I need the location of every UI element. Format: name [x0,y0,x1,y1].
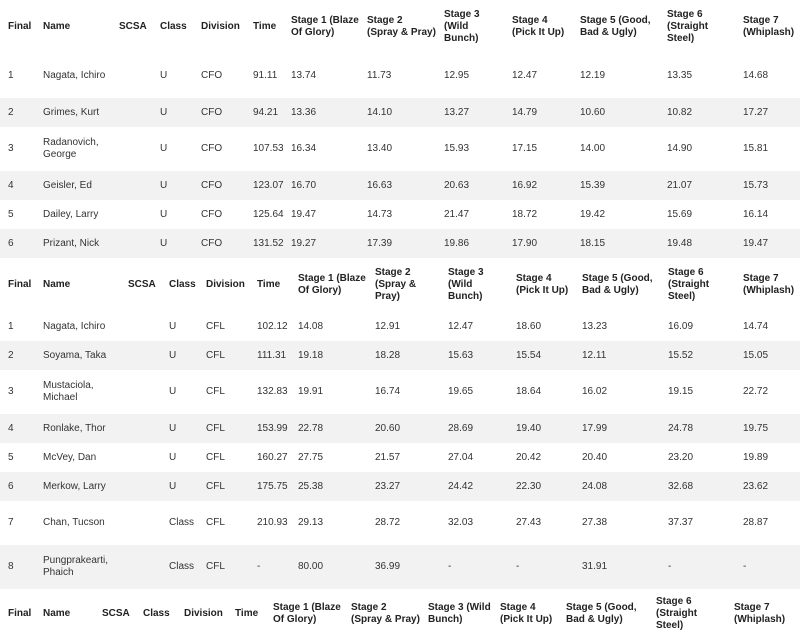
cell-division: CFL [206,480,225,492]
cell-stage1: 27.75 [298,451,324,463]
cell-stage6: 15.69 [667,208,693,220]
cell-stage7: 15.73 [743,179,769,191]
cell-stage6: 37.37 [668,517,694,528]
header-stage1[interactable]: Stage 1 (Blaze Of Glory) [298,273,366,296]
header-stage5[interactable]: Stage 5 (Good, Bad & Ugly) [566,602,637,625]
header-stage2[interactable]: Stage 2 (Spray & Pray) [375,267,417,302]
cell-scsa [120,545,161,589]
table-row [0,414,800,443]
header-stage7[interactable]: Stage 7 (Whiplash) [743,15,795,38]
cell-stage4: 17.90 [512,237,538,249]
cell-stage5: 12.11 [582,349,607,361]
cell-class: U [160,179,168,191]
cell-stage2: 20.60 [375,422,401,434]
cell-scsa [111,200,152,229]
cell-division: CFL [206,422,225,434]
cell-class: U [169,451,177,463]
header-stage1[interactable]: Stage 1 (Blaze Of Glory) [273,602,341,625]
cell-stage1: 14.08 [298,320,324,332]
header-class[interactable]: Class [169,279,196,290]
header-division[interactable]: Division [206,279,245,290]
cell-stage3: 21.47 [444,208,470,220]
cell-name: Geisler, Ed [43,179,92,191]
cell-time: 210.93 [257,517,288,528]
header-stage4[interactable]: Stage 4 (Pick It Up) [512,15,565,38]
header-name[interactable]: Name [43,21,71,32]
cell-final: 4 [8,422,14,434]
cell-stage5: 20.40 [582,451,608,463]
cell-stage5: 17.99 [582,422,608,434]
cell-time: 175.75 [257,480,288,492]
table-header-row [0,589,800,639]
cell-name: Nagata, Ichiro [43,70,106,81]
cell-stage7: 19.89 [743,451,769,463]
cell-name: Prizant, Nick [43,237,100,249]
cell-stage1: 19.27 [291,237,317,249]
cell-stage6: 10.82 [667,106,693,118]
cell-stage6: 19.48 [667,237,693,249]
cell-division: CFO [201,208,223,220]
table-header-row [0,258,800,312]
cell-stage2: 16.74 [375,386,401,397]
cell-stage7: 15.81 [743,143,769,154]
cell-division: CFL [206,517,225,528]
cell-stage4: 27.43 [516,517,542,528]
cell-final: 2 [8,349,14,361]
cell-stage5: 14.00 [580,143,606,154]
table-row [0,229,800,258]
cell-class: U [169,480,177,492]
table-row [0,98,800,127]
cell-scsa [120,472,161,501]
header-stage1[interactable]: Stage 1 (Blaze Of Glory) [291,15,359,38]
cell-final: 6 [8,237,14,249]
cell-stage4: 18.72 [512,208,538,220]
header-stage3[interactable]: Stage 3 (Wild Bunch) [428,602,491,625]
cell-time: 111.31 [257,349,287,361]
header-stage7[interactable]: Stage 7 (Whiplash) [743,273,795,296]
header-stage4[interactable]: Stage 4 (Pick It Up) [516,273,569,296]
cell-stage7: 19.47 [743,237,769,249]
header-stage6[interactable]: Stage 6 (Straight Steel) [668,267,710,302]
cell-stage2: 13.40 [367,143,393,154]
cell-final: 2 [8,106,14,118]
cell-time: 132.83 [257,386,288,397]
cell-stage3: 28.69 [448,422,474,434]
results-table-next [0,589,800,639]
cell-stage4: 18.60 [516,320,542,332]
cell-final: 1 [8,320,14,332]
cell-stage4: 18.64 [516,386,542,397]
cell-stage5: 24.08 [582,480,608,492]
cell-scsa [111,98,152,127]
cell-stage4: - [516,561,520,572]
cell-stage4: 20.42 [516,451,542,463]
cell-name: Radanovich, George [43,137,99,160]
cell-stage5: 13.23 [582,320,608,332]
cell-stage4: 17.15 [512,143,538,154]
cell-final: 5 [8,208,14,220]
cell-stage3: 32.03 [448,517,474,528]
header-stage5[interactable]: Stage 5 (Good, Bad & Ugly) [582,273,653,296]
cell-time: 107.53 [253,143,284,154]
cell-class: Class [169,517,195,528]
cell-name: Nagata, Ichiro [43,320,106,332]
cell-stage5: 18.15 [580,237,606,249]
cell-name: McVey, Dan [43,451,97,463]
table-header-row [0,0,800,54]
cell-name: Ronlake, Thor [43,422,106,434]
cell-final: 8 [8,561,14,572]
header-stage6[interactable]: Stage 6 (Straight Steel) [656,596,698,631]
table-row [0,171,800,200]
cell-stage5: 10.60 [580,106,606,118]
cell-stage2: 23.27 [375,480,401,492]
table-row [0,341,800,370]
cell-stage1: 22.78 [298,422,324,434]
cell-stage6: - [668,561,672,572]
cell-scsa [120,501,161,545]
header-stage2[interactable]: Stage 2 (Spray & Pray) [367,15,436,38]
table-row [0,200,800,229]
cell-division: CFO [201,143,223,154]
cell-stage2: 18.28 [375,349,401,361]
header-scsa[interactable]: SCSA [119,21,147,32]
cell-time: 125.64 [253,208,284,220]
header-name[interactable]: Name [43,279,71,290]
header-final[interactable]: Final [8,279,32,290]
cell-stage7: 19.75 [743,422,769,434]
header-division[interactable]: Division [184,608,223,619]
cell-stage7: 23.62 [743,480,769,492]
cell-time: 131.52 [253,237,284,249]
cell-time: 123.07 [253,179,284,191]
cell-name: Soyama, Taka [43,349,107,361]
header-stage5[interactable]: Stage 5 (Good, Bad & Ugly) [580,15,651,38]
cell-stage6: 23.20 [668,451,694,463]
cell-stage1: 19.91 [298,386,324,397]
header-stage7[interactable]: Stage 7 (Whiplash) [734,602,786,625]
cell-stage2: 16.63 [367,179,393,191]
cell-stage2: 14.10 [367,106,393,118]
cell-stage3: - [448,561,452,572]
cell-final: 7 [8,517,14,528]
cell-stage6: 19.15 [668,386,694,397]
cell-stage2: 36.99 [375,561,401,572]
cell-stage7: 14.68 [743,70,769,81]
cell-division: CFL [206,561,225,572]
table-row [0,501,800,545]
cell-final: 3 [8,386,14,397]
cell-time: - [257,561,261,572]
cell-stage1: 16.34 [291,143,317,154]
table-row [0,54,800,98]
cell-class: U [160,70,168,81]
cell-stage4: 15.54 [516,349,542,361]
cell-time: 153.99 [257,422,288,434]
cell-final: 4 [8,179,14,191]
cell-stage3: 12.47 [448,320,474,332]
table-row [0,127,800,171]
cell-time: 102.12 [257,320,288,332]
cell-stage1: 25.38 [298,480,324,492]
cell-scsa [111,229,152,258]
cell-scsa [120,414,161,443]
cell-scsa [120,370,161,414]
header-stage6[interactable]: Stage 6 (Straight Steel) [667,9,709,44]
cell-stage7: - [743,561,747,572]
header-final[interactable]: Final [8,21,32,32]
cell-stage3: 15.63 [448,349,474,361]
table-row [0,472,800,501]
results-table-cfl [0,258,800,589]
cell-scsa [111,127,152,171]
cell-class: U [169,422,177,434]
cell-stage5: 27.38 [582,517,608,528]
cell-name: Merkow, Larry [43,480,106,492]
cell-stage4: 14.79 [512,106,538,118]
cell-scsa [120,443,161,472]
cell-class: U [160,106,168,118]
cell-division: CFO [201,106,223,118]
header-division[interactable]: Division [201,21,240,32]
cell-stage7: 17.27 [743,106,769,118]
results-table-cfo [0,0,800,258]
cell-stage5: 15.39 [580,179,606,191]
cell-stage6: 15.52 [668,349,694,361]
cell-stage7: 14.74 [743,320,769,332]
cell-stage3: 15.93 [444,143,470,154]
cell-division: CFL [206,349,225,361]
header-final[interactable]: Final [8,608,32,619]
cell-stage3: 13.27 [444,106,470,118]
header-scsa[interactable]: SCSA [102,608,130,619]
cell-stage6: 24.78 [668,422,694,434]
cell-scsa [111,54,152,98]
cell-division: CFL [206,320,225,332]
cell-class: U [169,320,177,332]
cell-stage1: 13.36 [291,106,317,118]
cell-stage4: 16.92 [512,179,538,191]
header-class[interactable]: Class [160,21,187,32]
cell-stage7: 15.05 [743,349,769,361]
cell-stage6: 14.90 [667,143,693,154]
cell-name: Grimes, Kurt [43,106,100,118]
cell-name: Pungprakearti, Phaich [43,555,109,578]
cell-class: U [160,143,168,154]
header-time[interactable]: Time [235,608,259,619]
cell-division: CFL [206,386,225,397]
cell-stage7: 28.87 [743,517,769,528]
cell-stage4: 19.40 [516,422,542,434]
cell-scsa [120,341,161,370]
cell-scsa [111,171,152,200]
cell-stage1: 19.47 [291,208,317,220]
cell-stage6: 13.35 [667,70,693,81]
cell-division: CFO [201,179,223,191]
cell-stage2: 11.73 [367,70,392,81]
cell-final: 5 [8,451,14,463]
table-row [0,545,800,589]
cell-final: 1 [8,70,14,81]
cell-name: Dailey, Larry [43,208,99,220]
cell-stage5: 31.91 [582,561,608,572]
header-stage4[interactable]: Stage 4 (Pick It Up) [500,602,553,625]
cell-name: Mustaciola, Michael [43,380,94,403]
cell-division: CFO [201,237,223,249]
cell-stage2: 12.91 [375,320,401,332]
cell-stage5: 12.19 [580,70,606,81]
header-time[interactable]: Time [257,279,281,290]
cell-stage7: 16.14 [743,208,769,220]
cell-stage1: 80.00 [298,561,324,572]
cell-time: 91.11 [253,70,278,81]
cell-stage1: 13.74 [291,70,317,81]
table-row [0,443,800,472]
cell-class: U [169,349,177,361]
table-row [0,312,800,341]
header-scsa[interactable]: SCSA [128,279,156,290]
cell-final: 3 [8,143,14,154]
cell-stage3: 20.63 [444,179,470,191]
cell-stage3: 12.95 [444,70,470,81]
cell-stage6: 16.09 [668,320,694,332]
cell-stage1: 19.18 [298,349,324,361]
cell-stage5: 19.42 [580,208,606,220]
cell-stage3: 19.65 [448,386,474,397]
cell-stage4: 22.30 [516,480,542,492]
header-class[interactable]: Class [143,608,170,619]
cell-division: CFO [201,70,223,81]
cell-stage4: 12.47 [512,70,538,81]
cell-division: CFL [206,451,225,463]
table-row [0,370,800,414]
header-stage2[interactable]: Stage 2 (Spray & Pray) [351,602,420,625]
cell-scsa [120,312,161,341]
cell-class: U [169,386,177,397]
cell-class: U [160,237,168,249]
cell-stage2: 21.57 [375,451,401,463]
cell-name: Chan, Tucson [43,517,105,528]
cell-stage7: 22.72 [743,386,769,397]
cell-stage1: 29.13 [298,517,324,528]
cell-stage1: 16.70 [291,179,317,191]
cell-time: 160.27 [257,451,288,463]
cell-stage6: 32.68 [668,480,694,492]
cell-stage2: 17.39 [367,237,393,249]
cell-stage3: 24.42 [448,480,474,492]
cell-stage2: 28.72 [375,517,401,528]
header-stage3[interactable]: Stage 3 (Wild Bunch) [444,9,480,44]
header-name[interactable]: Name [43,608,71,619]
cell-stage6: 21.07 [667,179,693,191]
cell-stage2: 14.73 [367,208,393,220]
cell-time: 94.21 [253,106,279,118]
header-time[interactable]: Time [253,21,277,32]
cell-final: 6 [8,480,14,492]
header-stage3[interactable]: Stage 3 (Wild Bunch) [448,267,484,302]
cell-class: U [160,208,168,220]
cell-stage3: 27.04 [448,451,474,463]
cell-stage3: 19.86 [444,237,470,249]
cell-stage5: 16.02 [582,386,608,397]
cell-class: Class [169,561,195,572]
